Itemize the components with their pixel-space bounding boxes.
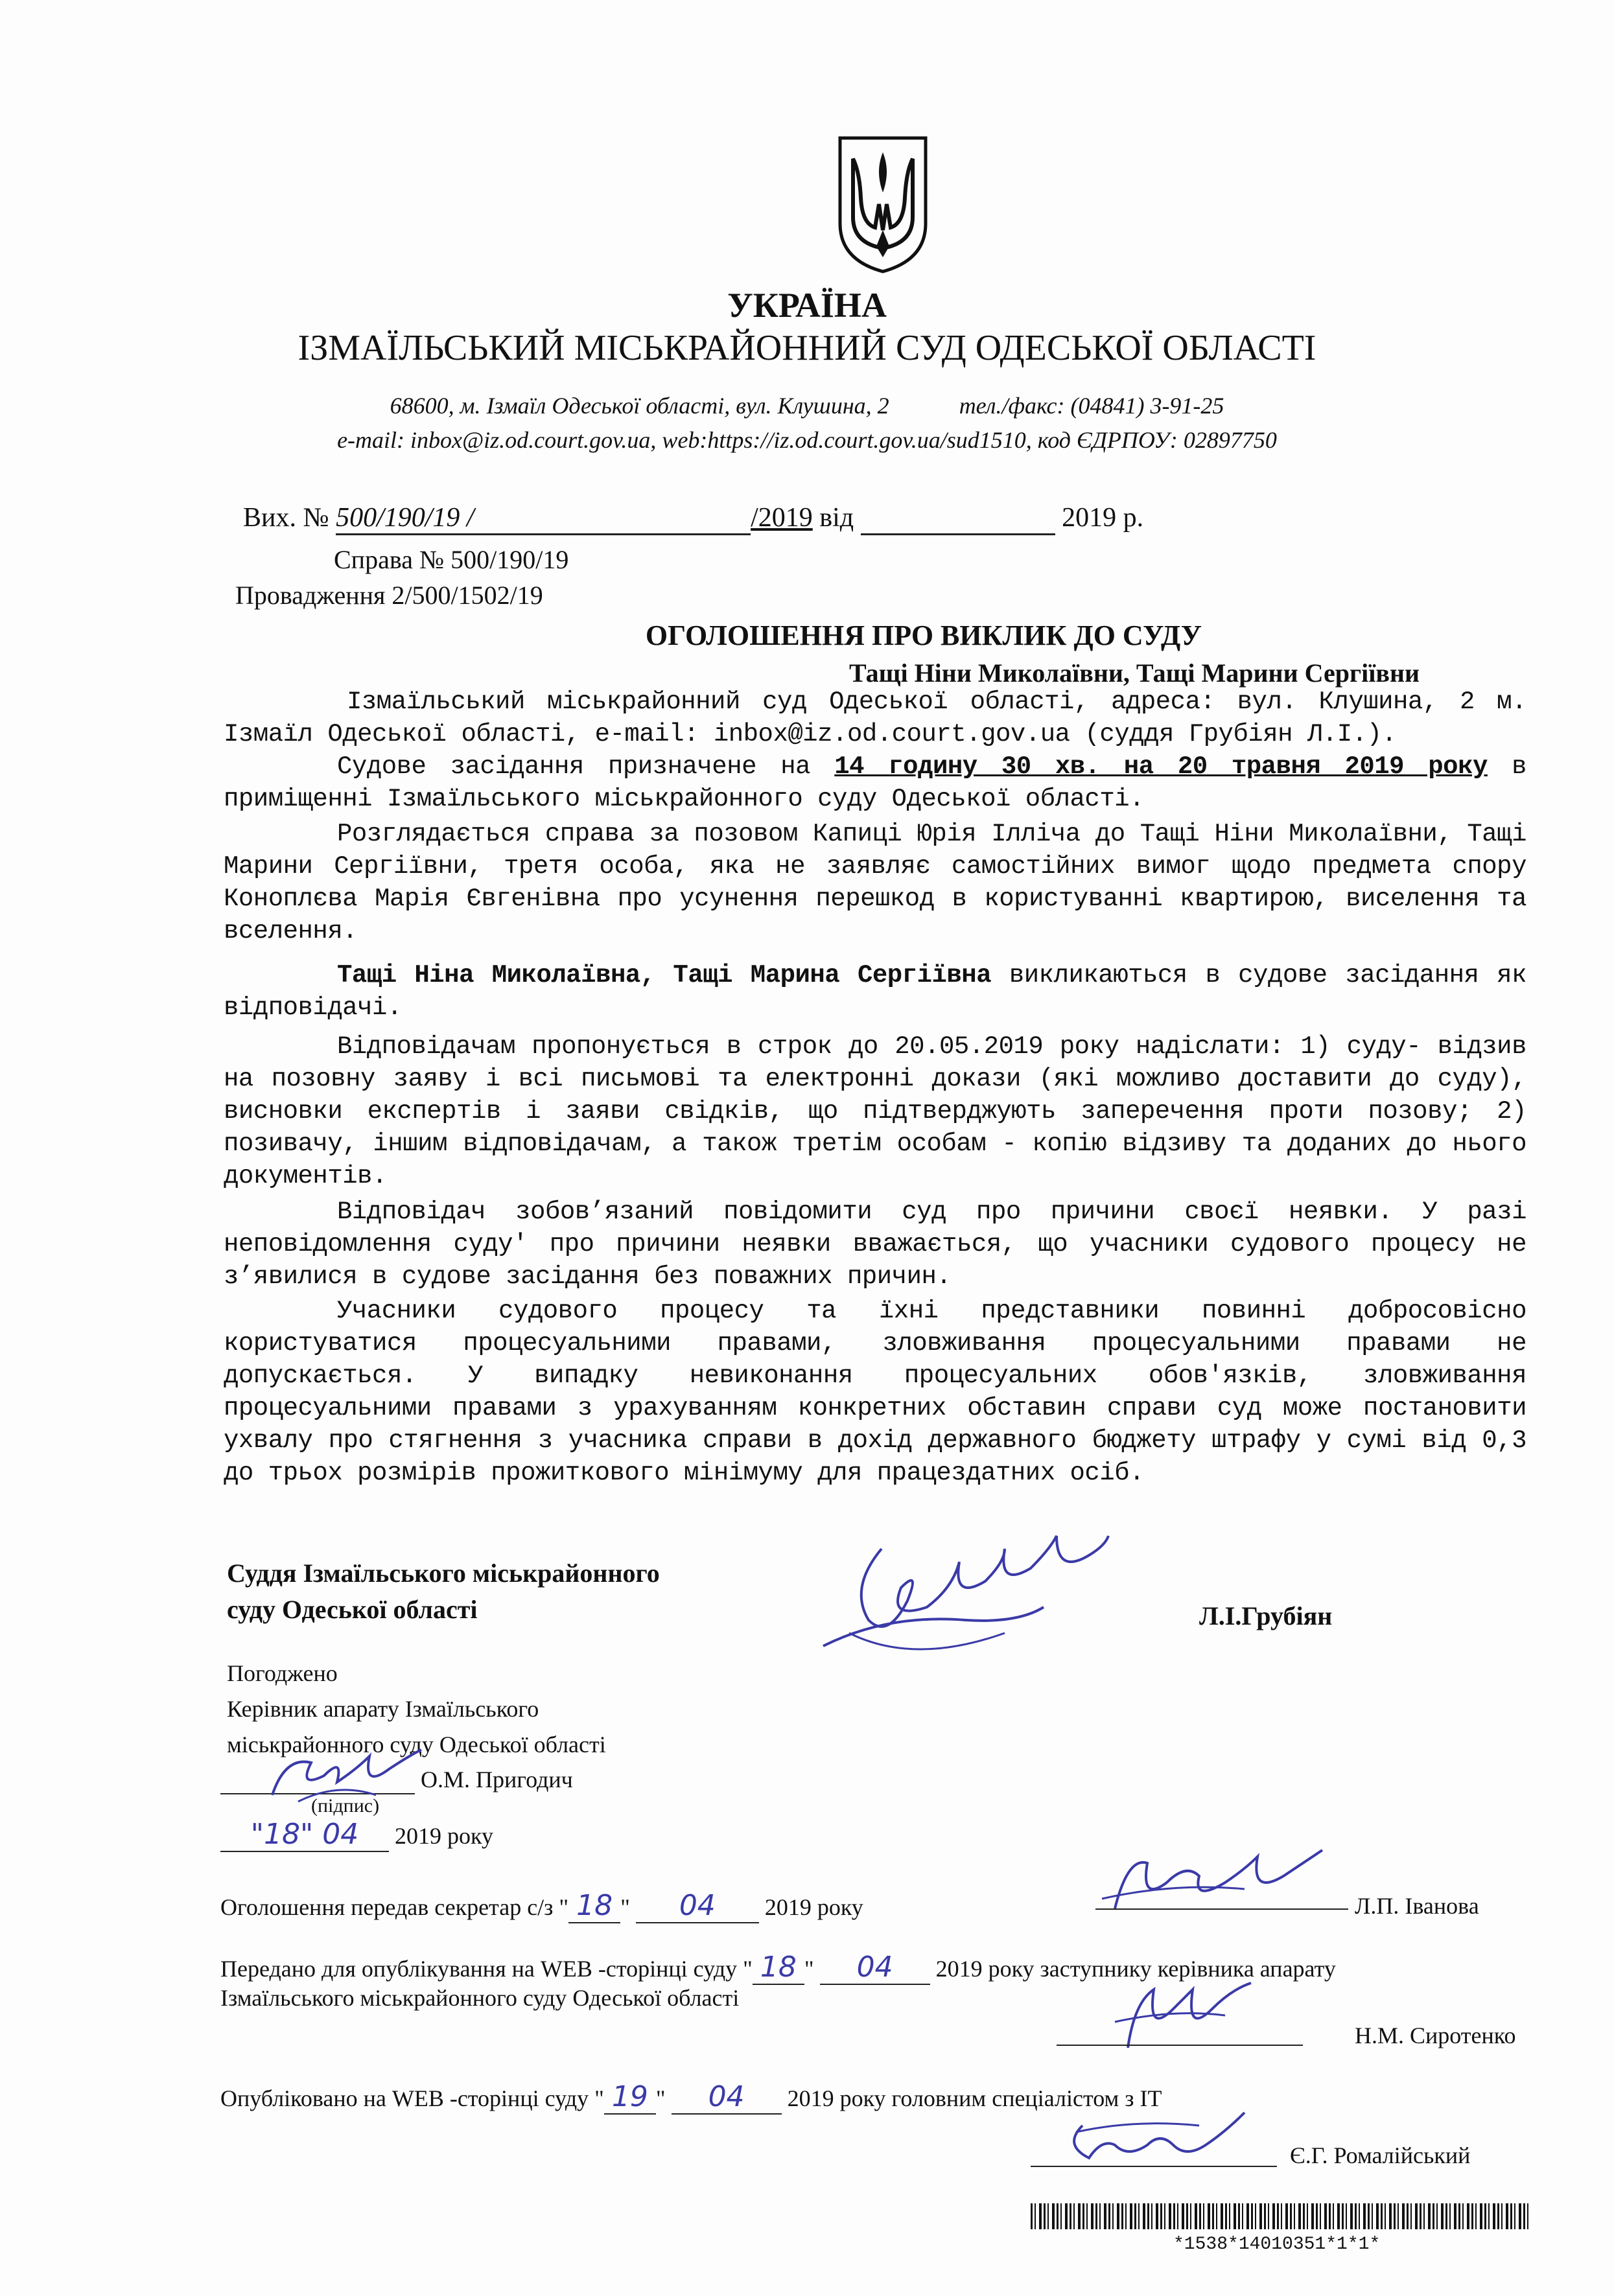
approval-signature-hint: (підпис): [311, 1795, 380, 1816]
summoned-defendants: Тащі Ніна Миколаївна, Тащі Марина Сергіївна: [337, 961, 992, 990]
it-specialist-name: Є.Г. Ромалійський: [1290, 2142, 1471, 2168]
paragraph-response-deadline: [224, 1030, 1526, 1192]
addressees: Тащі Ніни Миколаївни, Тащі Марини Сергіївни: [849, 658, 1420, 688]
approval-date-handwritten: "18" 04: [220, 1818, 389, 1852]
absence-text: Відповідач зобов’язаний повідомити суд про причини своєї неявки. У разі неповідомлення суду' про причини неявки вважається, що учасники судового процесу не з’явилися в судове засідання без поважних причин.: [224, 1198, 1526, 1291]
secretary-year: 2019 року: [764, 1894, 863, 1920]
paragraph-court-info-text: Ізмаїльський міськрайонний суд Одеської області, адреса: вул. Клушина, 2 м. Ізмаїл Одеської області, e-mail: inbox@iz.od.court.gov.ua (суддя Грубіян Л.І.).: [224, 688, 1526, 748]
publish-transfer-text: Передано для опублікування на WEB -сторінці суду: [220, 1956, 738, 1982]
barcode: [1031, 2203, 1530, 2229]
court-contacts: e-mail: inbox@iz.od.court.gov.ua, web:https://iz.od.court.gov.ua/sud1510, код ЄДРПОУ: 02897750: [337, 427, 1277, 453]
published-day: 19: [604, 2080, 656, 2115]
outgoing-date-year: 2019 р.: [1062, 503, 1144, 533]
secretary-month: 04: [636, 1889, 759, 1923]
hearing-date-time: 14 годину 30 хв. на 20 травня 2019 року: [834, 752, 1488, 781]
published-line: Опубліковано на WEB -сторінці суду " 19 " 04 2019 року головним спеціалістом з IT: [220, 2080, 1162, 2113]
judge-title-line2: суду Одеської області: [227, 1595, 478, 1624]
publish-transfer-rest: 2019 року заступнику керівника апарату: [935, 1956, 1336, 1982]
paragraph-procedural-rights: [224, 1295, 1526, 1489]
judge-title: [227, 1555, 660, 1628]
barcode-text: *1538*14010351*1*1*: [1173, 2234, 1381, 2255]
secretary-day: 18: [568, 1889, 620, 1923]
address-line: 68600, м. Ізмаїл Одеської області, вул. Клушина, 2: [390, 393, 889, 419]
publish-transfer-day: 18: [753, 1951, 804, 1985]
approval-date: [220, 1818, 493, 1852]
secretary-line: Оголошення передав секретар с/з " 18 " 04 2019 року: [220, 1889, 863, 1922]
approval-role-line2: міськрайонного суду Одеської області: [227, 1732, 606, 1757]
judge-signature: [810, 1510, 1115, 1678]
published-text: Опубліковано на WEB -сторінці суду: [220, 2085, 589, 2111]
it-specialist-signature: [1031, 2093, 1277, 2177]
approval-label: Погоджено: [227, 1660, 338, 1686]
summons-text: викликаються в судове засідання як відповідачі.: [224, 961, 1526, 1022]
document-title: ОГОЛОШЕННЯ ПРО ВИКЛИК ДО СУДУ: [645, 620, 1202, 651]
outgoing-year: /2019: [751, 503, 813, 533]
phone-line: тел./факс: (04841) 3-91-25: [959, 393, 1224, 419]
hearing-text-end: в приміщенні Ізмаїльського міськрайонного суду Одеської області.: [224, 752, 1526, 813]
outgoing-number: 500/190/19 /: [336, 503, 474, 533]
case-subject-text: Розглядається справа за позовом Капиці Юрія Ілліча до Тащі Ніни Миколаївни, Тащі Марини Сергіївни, третя особа, яка не заявляє самостійних вимог щодо предмета спору Коноплєва Марія Євгенівна про усунення перешкод в користуванні квартирою, виселення та вселення.: [224, 820, 1526, 945]
deputy-name: Н.М. Сиротенко: [1355, 2023, 1516, 2048]
approval-role-line1: Керівник апарату Ізмаїльського: [227, 1696, 539, 1722]
coat-of-arms-emblem: [835, 133, 931, 275]
outgoing-from: від: [819, 503, 854, 533]
procedural-rights-text: Учасники судового процесу та їхні представники повинні добросовісно користуватися процесуальними правами, зловживання процесуальними правами не допускається. У випадку невиконання процесуальних обов'язків, зловживання процесуальними правами з урахуванням конкретних обставин справи суд може постановити ухвалу про стягнення з учасника справи в дохід державного бюджету штрафу у сумі від 0,3 до трьох розмірів прожиткового мінімуму для працездатних осіб.: [224, 1297, 1526, 1487]
paragraph-court-info: [224, 686, 1526, 750]
paragraph-summons: [224, 959, 1526, 1024]
court-address: [0, 392, 1614, 419]
case-number: Справа № 500/190/19: [334, 545, 569, 574]
paragraph-case-subject: [224, 818, 1526, 947]
outgoing-prefix: Вих. №: [243, 503, 329, 533]
approval-year: 2019 року: [395, 1823, 493, 1849]
paragraph-hearing-date: [224, 750, 1526, 815]
publish-transfer-line: Передано для опублікування на WEB -сторінці суду " 18 " 04 2019 року заступнику керівника апарату: [220, 1951, 1336, 1984]
judge-title-line1: Суддя Ізмаїльського міськрайонного: [227, 1559, 660, 1588]
publish-transfer-line2: Ізмаїльського міськрайонного суду Одеської області: [220, 1985, 740, 2011]
paragraph-absence: [224, 1196, 1526, 1293]
publish-transfer-month: 04: [820, 1951, 930, 1985]
court-heading: ІЗМАЇЛЬСЬКИЙ МІСЬКРАЙОННИЙ СУД ОДЕСЬКОЇ ОБЛАСТІ: [298, 328, 1316, 368]
published-month: 04: [672, 2080, 782, 2115]
hearing-text-start: Судове засідання призначене на: [337, 752, 835, 781]
published-rest: 2019 року головним спеціалістом з IT: [787, 2085, 1162, 2111]
outgoing-number-line: [243, 502, 1143, 535]
deputy-signature: [1057, 1970, 1303, 2061]
approval-name: О.М. Пригодич: [421, 1767, 573, 1792]
secretary-text: Оголошення передав секретар с/з: [220, 1894, 554, 1920]
secretary-signature: [1095, 1837, 1348, 1921]
country-heading: УКРАЇНА: [727, 286, 887, 325]
secretary-name: Л.П. Іванова: [1355, 1893, 1479, 1919]
judge-name: Л.І.Грубіян: [1199, 1601, 1333, 1630]
proceeding-number: Провадження 2/500/1502/19: [235, 581, 543, 610]
response-deadline-text: Відповідачам пропонується в строк до 20.05.2019 року надіслати: 1) суду- відзив на позовну заяву і всі письмові та електронні докази (які можливо доставити до суду), висновки експертів і заяви свідків, що підтверджують заперечення проти позову; 2) позивачу, іншим відповідачам, а також третім особам - копію відзиву та доданих до нього документів.: [224, 1032, 1526, 1190]
